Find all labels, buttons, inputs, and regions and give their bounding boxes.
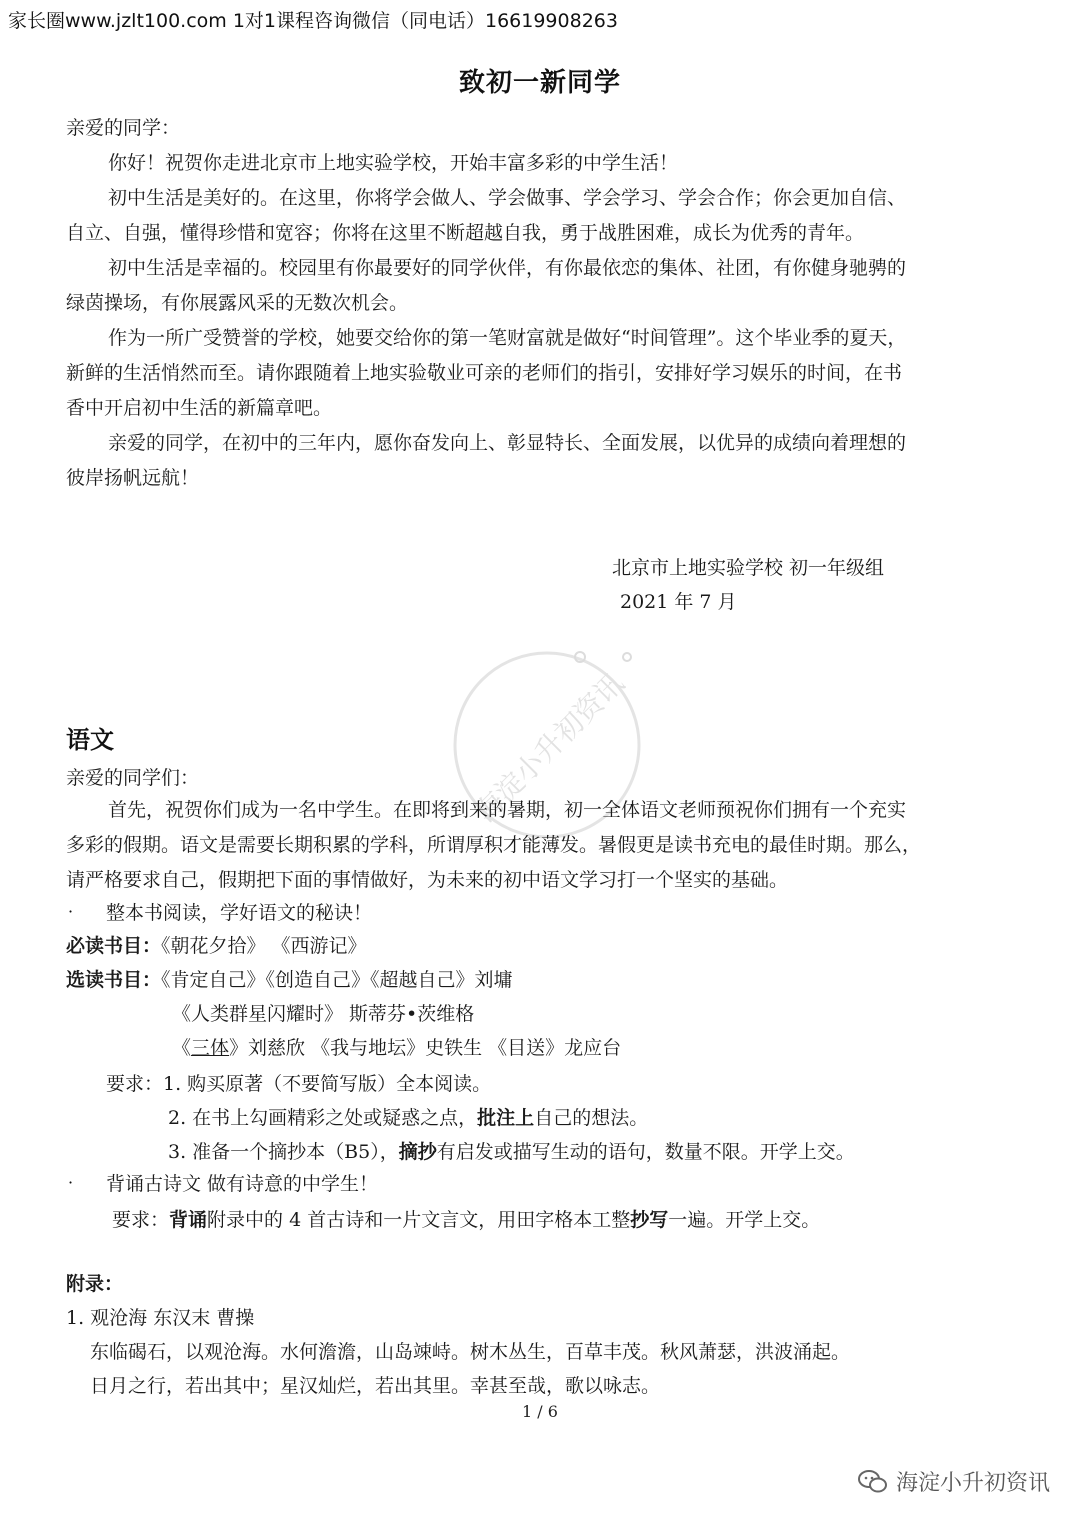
appendix-label: 附录： — [66, 1273, 124, 1295]
optional-books-text: 《 — [172, 1037, 192, 1059]
letter-line: 绿茵操场，有你展露风采的无数次机会。 — [66, 292, 409, 314]
watermark-text: 海淀小升初资讯 — [468, 666, 631, 829]
letter-line: 初中生活是美好的。在这里，你将学会做人、学会做事、学会学习、学会合作；你会更加自信、 — [108, 187, 907, 209]
letter-line: 自立、自强，懂得珍惜和宽容；你将在这里不断超越自我，勇于战胜困难，成长为优秀的青年。 — [66, 222, 865, 244]
page-number: 1 / 6 — [522, 1402, 558, 1421]
letter-line: 亲爱的同学，在初中的三年内，愿你奋发向上、彰显特长、全面发展，以优异的成绩向着理想的 — [108, 432, 907, 454]
requirement-label: 要求： — [112, 1209, 170, 1231]
chinese-intro-line: 首先，祝贺你们成为一名中学生。在即将到来的暑期，初一全体语文老师预祝你们拥有一个充实 — [108, 799, 907, 821]
chinese-intro-line: 多彩的假期。语文是需要长期积累的学科，所谓厚积才能薄发。暑假更是读书充电的最佳时期。那么， — [66, 834, 922, 856]
letter-line: 新鲜的生活悄然而至。请你跟随着上地实验敬业可亲的老师们的指引，安排好学习娱乐的时间，在书 — [66, 362, 903, 384]
footer-brand — [858, 1466, 1050, 1497]
optional-books-text: 》刘慈欣 《我与地坛》史铁生 《目送》龙应台 — [229, 1037, 622, 1059]
letter-line: 香中开启初中生活的新篇章吧。 — [66, 397, 333, 419]
requirement-emphasis: 批注上 — [477, 1107, 535, 1129]
poem-line: 东临碣石，以观沧海。水何澹澹，山岛竦峙。树木丛生，百草丰茂。秋风萧瑟，洪波涌起。 — [90, 1341, 851, 1363]
requirement-line — [106, 1072, 491, 1096]
requirement-label: 要求： — [106, 1073, 164, 1095]
bullet-dot: · — [68, 902, 74, 921]
optional-books-line: 《肯定自己》《创造自己》《超越自己》刘墉 — [161, 969, 513, 991]
letter-date: 2021 年 7 月 — [620, 591, 737, 613]
section-heading-chinese: 语文 — [66, 726, 114, 754]
letter-line: 你好！祝贺你走进北京市上地实验学校，开始丰富多彩的中学生活！ — [108, 152, 679, 174]
letter-signature: 北京市上地实验学校 初一年级组 — [612, 557, 885, 579]
requirement-text: 3. 准备一个摘抄本（B5）， — [168, 1141, 399, 1163]
requirement-emphasis: 背诵 — [169, 1209, 208, 1231]
footer-brand-text: 海淀小升初资讯 — [895, 1471, 1050, 1496]
optional-books-line: 《人类群星闪耀时》 斯蒂芬•茨维格 — [172, 1003, 475, 1025]
requirement-text: 一遍。开学上交。 — [668, 1209, 821, 1231]
requirement-text: 自己的想法。 — [534, 1107, 649, 1129]
letter-line: 作为一所广受赞誉的学校，她要交给你的第一笔财富就是做好“时间管理”。这个毕业季的夏天， — [108, 327, 907, 349]
poem-title: 1. 观沧海 东汉末 曹操 — [66, 1307, 255, 1329]
optional-books-line — [172, 1036, 621, 1060]
required-books-list: 《朝花夕拾》 《西游记》 — [161, 935, 367, 957]
chinese-intro-line: 请严格要求自己，假期把下面的事情做好，为未来的初中语文学习打一个坚实的基础。 — [66, 869, 789, 891]
optional-books-row — [66, 968, 513, 992]
requirement-emphasis: 抄写 — [630, 1209, 669, 1231]
bullet-recite: 背诵古诗文 做有诗意的中学生！ — [106, 1173, 379, 1195]
page-title: 致初一新同学 — [458, 68, 621, 98]
chinese-greeting: 亲爱的同学们： — [66, 767, 200, 789]
requirement-emphasis: 摘抄 — [398, 1141, 437, 1163]
letter-line: 初中生活是幸福的。校园里有你最要好的同学伙伴，有你最依恋的集体、社团，有你健身驰骋的 — [108, 257, 907, 279]
optional-books-label: 选读书目： — [66, 969, 162, 991]
letter-greeting: 亲爱的同学： — [66, 117, 181, 139]
requirement-text: 附录中的 4 首古诗和一片文言文，用田字格本工整 — [207, 1209, 631, 1231]
wechat-icon — [858, 1469, 888, 1495]
optional-books-underlined: 三体 — [191, 1037, 230, 1059]
required-books-label: 必读书目： — [66, 935, 162, 957]
requirement-line — [168, 1106, 648, 1130]
requirement-text: 有启发或描写生动的语句，数量不限。开学上交。 — [436, 1141, 855, 1163]
required-books-row — [66, 934, 367, 958]
bullet-reading: 整本书阅读，学好语文的秘诀！ — [106, 902, 373, 924]
requirement-text: 1. 购买原著（不要简写版）全本阅读。 — [163, 1073, 492, 1095]
header-contact-line: 家长圈www.jzlt100.com 1对1课程咨询微信（同电话）16619908263 — [8, 10, 618, 32]
letter-line: 彼岸扬帆远航！ — [66, 467, 200, 489]
poem-line: 日月之行，若出其中；星汉灿烂，若出其里。幸甚至哉，歌以咏志。 — [90, 1375, 661, 1397]
bullet-dot: · — [68, 1173, 74, 1192]
requirement-line — [168, 1140, 855, 1164]
requirement-line — [112, 1208, 820, 1232]
requirement-text: 2. 在书上勾画精彩之处或疑惑之点， — [168, 1107, 478, 1129]
